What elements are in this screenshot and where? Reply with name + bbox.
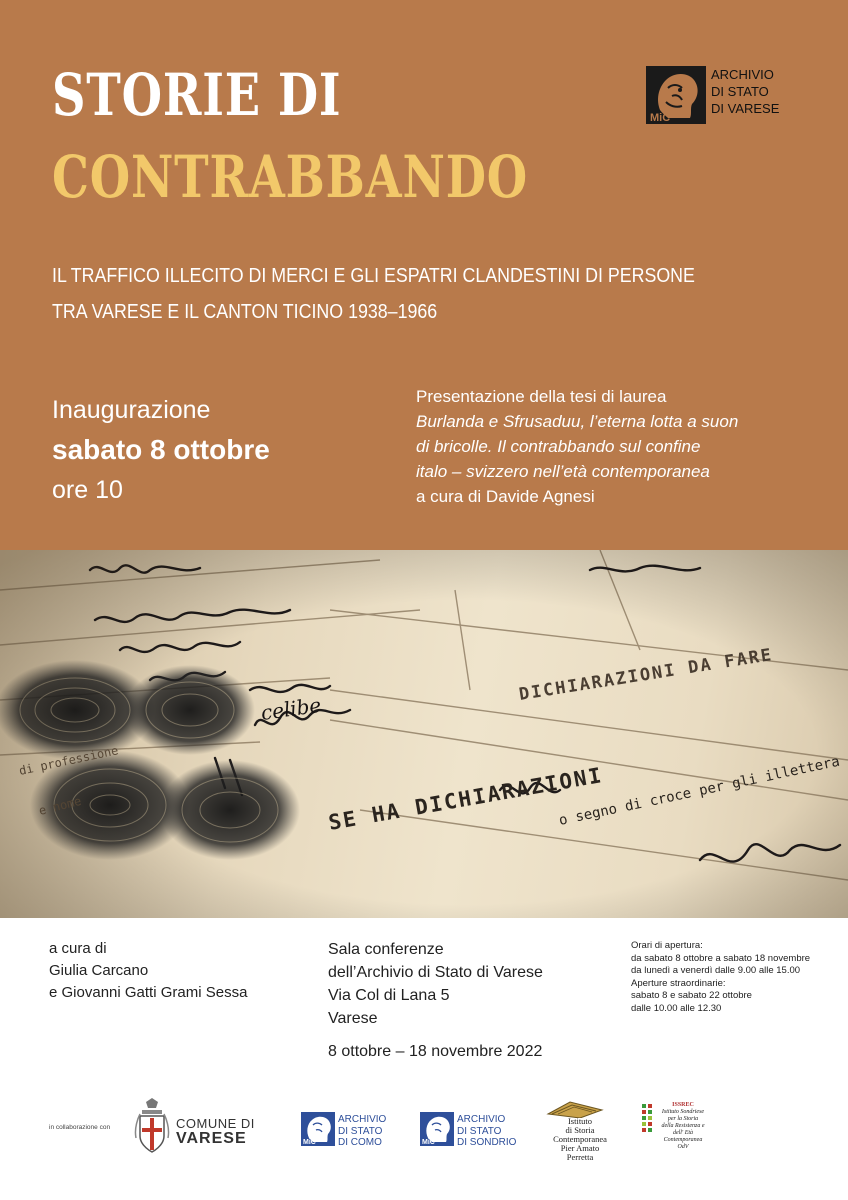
collaboration-label: in collaborazione con	[49, 1124, 111, 1131]
curators	[49, 938, 247, 1004]
presentation-info	[416, 384, 738, 509]
thesis-title-line: Burlanda e Sfrusaduu, l’eterna lotta a suon	[416, 412, 739, 431]
partner-line: di Storia	[565, 1125, 595, 1135]
partner-line: Contemporanea	[553, 1134, 607, 1144]
hours-line: sabato 8 e sabato 22 ottobre	[631, 990, 752, 1001]
partner-line: Pier Amato	[560, 1143, 600, 1153]
document-photo	[0, 550, 848, 918]
mic-lion-head-logo	[646, 66, 706, 124]
curators-label: a cura di	[49, 940, 107, 957]
event-time: ore 10	[52, 476, 123, 504]
partner-line: ARCHIVIO	[457, 1114, 506, 1125]
comune-line2: VARESE	[176, 1130, 247, 1147]
partner-line: Contemporanea	[663, 1137, 703, 1143]
event-label: Inaugurazione	[52, 396, 211, 424]
venue-line: Via Col di Lana 5	[328, 987, 450, 1004]
logo-mark: MiC	[650, 112, 671, 124]
mic-lion-head-logo	[301, 1112, 335, 1146]
partner-line: Perretta	[566, 1152, 594, 1162]
como-text	[338, 1114, 386, 1149]
istituto-text	[550, 1117, 610, 1162]
title-line-2: CONTRABBANDO	[52, 143, 528, 211]
opening-hours	[631, 940, 810, 1015]
venue-line: dell’Archivio di Stato di Varese	[328, 964, 543, 981]
partner-line: DI SONDRIO	[457, 1137, 517, 1148]
thesis-title-line: di bricolle. Il contrabbando sul confine	[416, 437, 701, 456]
partner-line: per la Storia	[667, 1116, 699, 1122]
thesis-title-line: italo – svizzero nell’età contemporanea	[416, 462, 710, 481]
venue-line: Varese	[328, 1010, 378, 1027]
comune-line1: COMUNE DI	[176, 1116, 255, 1131]
partner-line: dell' Età	[672, 1130, 694, 1136]
istituto-storia-logo	[540, 1100, 610, 1160]
partner-line: Istituto	[567, 1116, 593, 1126]
comune-varese-logo	[134, 1098, 264, 1158]
hours-line: Aperture straordinarie:	[631, 977, 726, 989]
subtitle-line-1: IL TRAFFICO ILLECITO DI MERCI E GLI ESPATRI CLANDESTINI DI PERSONE	[52, 265, 695, 287]
exhibition-dates: 8 ottobre – 18 novembre 2022	[328, 1043, 543, 1060]
venue-line: Sala conferenze	[328, 941, 444, 958]
partner-line: OdV	[677, 1144, 689, 1150]
event-date: sabato 8 ottobre	[52, 434, 270, 465]
hours-line: Orari di apertura:	[631, 940, 703, 951]
hours-line: da sabato 8 ottobre a sabato 18 novembre	[631, 952, 811, 964]
partner-line: della Resistenza e	[661, 1123, 705, 1129]
issrec-mosaic-icon	[640, 1102, 656, 1142]
logo-line: ARCHIVIO	[711, 67, 774, 82]
hours-line: da lunedì a venerdì dalle 9.00 alle 15.00	[631, 965, 801, 976]
mic-lion-head-logo	[420, 1112, 454, 1146]
logo-mark: MiC	[303, 1139, 316, 1146]
partner-line: DI COMO	[338, 1137, 382, 1148]
partner-line: DI STATO	[338, 1125, 383, 1137]
logo-line: DI STATO	[711, 84, 769, 99]
varese-crest-icon	[134, 1098, 170, 1156]
partner-line: Istituto Sondriese	[661, 1109, 705, 1115]
partner-line: ARCHIVIO	[338, 1114, 387, 1125]
sondrio-text	[457, 1114, 516, 1149]
subtitle	[52, 258, 774, 330]
curator-name: e Giovanni Gatti Grami Sessa	[49, 984, 248, 1001]
logo-line: DI VARESE	[711, 101, 780, 116]
logo-mark: MiC	[422, 1139, 435, 1146]
issrec-text	[656, 1102, 710, 1151]
logo-text	[711, 66, 779, 117]
partner-line: ISSREC	[672, 1102, 694, 1108]
presentation-intro: Presentazione della tesi di laurea	[416, 387, 667, 406]
header-band	[0, 0, 848, 550]
title-line-1: STORIE DI	[52, 61, 342, 129]
curator-name: Giulia Carcano	[49, 962, 149, 979]
event-info	[52, 390, 270, 510]
subtitle-line-2: TRA VARESE E IL CANTON TICINO 1938–1966	[52, 301, 438, 323]
partner-line: DI STATO	[457, 1125, 502, 1137]
hours-line: dalle 10.00 alle 12.30	[631, 1002, 722, 1014]
venue	[328, 938, 543, 1030]
presentation-curator: a cura di Davide Agnesi	[416, 487, 595, 506]
issrec-logo	[640, 1100, 710, 1160]
